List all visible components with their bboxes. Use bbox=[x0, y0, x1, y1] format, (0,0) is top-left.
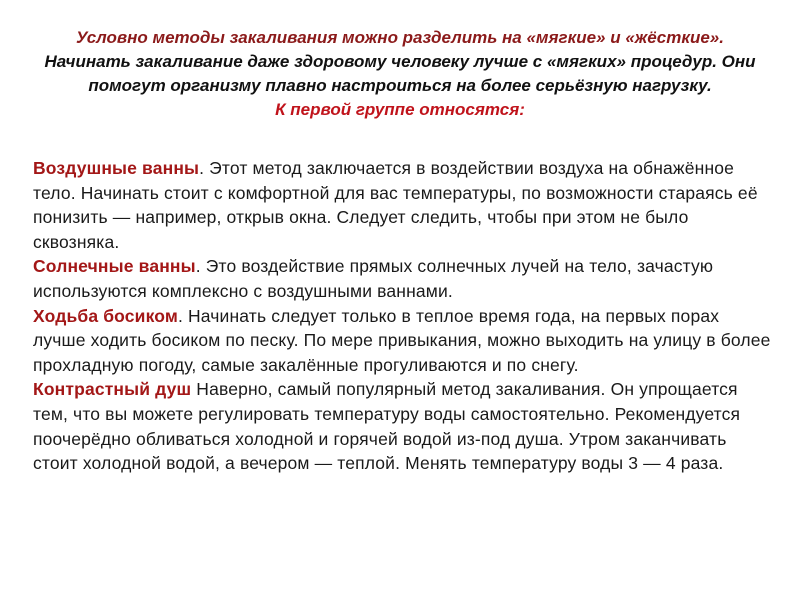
method-paragraph-shower bbox=[33, 377, 773, 475]
method-paragraph-air bbox=[33, 156, 773, 254]
subheading: К первой группе относятся: bbox=[275, 100, 525, 119]
method-term: Солнечные ванны bbox=[33, 256, 196, 277]
method-paragraph-barefoot bbox=[33, 304, 773, 378]
method-paragraph-sun bbox=[33, 254, 773, 303]
method-text: . Начинать следует только в теплое время года, на первых порах лучше ходить босиком по песку. По мере привыкания, можно выходить на улицу в более прохладную погоду, самые закалённые прогуливаются и по снегу. bbox=[33, 305, 771, 375]
method-text: . Этот метод заключается в воздействии воздуха на обнажённое тело. Начинать стоит с комфортной для вас температуры, по возможности стараясь её понизить — например, открыв окна. Следует следить, чтобы при этом не было сквозняка. bbox=[33, 158, 758, 252]
method-term: Контрастный душ bbox=[33, 379, 192, 400]
method-text: . Это воздействие прямых солнечных лучей на тело, зачастую используются комплексно с воздушными ваннами. bbox=[33, 256, 714, 301]
method-term: Ходьба босиком bbox=[33, 305, 178, 326]
methods-list bbox=[33, 156, 773, 476]
method-text: Наверно, самый популярный метод закаливания. Он упрощается тем, что вы можете регулировать температуру воды самостоятельно. Рекомендуется поочерёдно обливаться холодной и горячей водой из-под душа. Утром заканчивать стоит холодной водой, а вечером — теплой. Менять температуру воды 3 — 4 раза. bbox=[33, 379, 741, 474]
intro-lead: Условно методы закаливания можно разделить на «мягкие» и «жёсткие». bbox=[76, 28, 724, 47]
method-term: Воздушные ванны bbox=[33, 158, 200, 178]
intro-block bbox=[40, 26, 760, 122]
intro-rest: Начинать закаливание даже здоровому человеку лучше с «мягких» процедур. Они помогут организму плавно настроиться на более серьёзную нагрузку. bbox=[44, 52, 756, 95]
